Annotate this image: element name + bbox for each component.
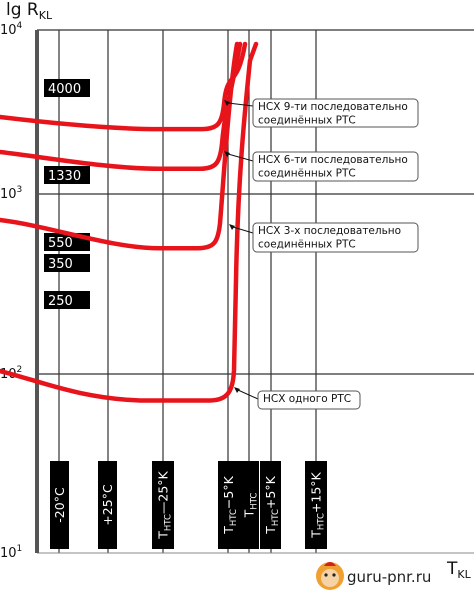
callout-text: НСХ 6-ти последовательно — [258, 154, 408, 166]
y-tick-label: $10^1$ — [0, 544, 23, 561]
series-callout — [234, 387, 360, 409]
svg-text:THTC+5°K: $T_{HTC}+5^\circ K$ — [263, 476, 281, 534]
svg-text:350: 350 — [48, 257, 73, 272]
svg-text:550: 550 — [48, 236, 73, 251]
resistance-label — [44, 254, 90, 272]
series-callouts — [224, 99, 418, 409]
y-tick-label: $10^3$ — [0, 185, 23, 202]
y-tick-label: $10^4$ — [0, 21, 23, 38]
callout-text: НСХ одного РТС — [263, 393, 352, 405]
y-axis-title: $\lg R_{KL}$ — [6, 0, 53, 22]
temperature-marker-m20 — [50, 461, 69, 549]
temperature-marker-thp15 — [305, 461, 327, 549]
series-callout — [229, 223, 418, 252]
callout-text: НСХ 9-ти последовательно — [258, 101, 408, 113]
temperature-marker-thp5 — [260, 461, 281, 549]
svg-text:THTC—25°K: $T_{HTC}—25^\circ K$ — [155, 471, 174, 539]
watermark — [316, 562, 431, 590]
temperature-markers — [50, 461, 327, 549]
svg-text:250: 250 — [48, 294, 73, 309]
svg-text:4000: 4000 — [48, 82, 82, 97]
svg-text:-20°C: -20°C — [52, 487, 67, 523]
svg-text:THTC−5°K: $T_{HTC}-5^\circ K$ — [221, 476, 239, 534]
svg-text:+25°C: +25°C — [100, 484, 115, 526]
svg-text:THTC: $T_{HTC}$ — [241, 492, 260, 518]
x-axis-title: $T_{KL}$ — [447, 559, 471, 581]
callout-text: НСХ 3-х последовательно — [258, 225, 402, 237]
callout-text: соединённых РТС — [258, 238, 356, 251]
callout-text: соединённых РТС — [258, 114, 356, 127]
y-tick-labels — [0, 21, 23, 561]
y-tick-label: $10^2$ — [0, 365, 23, 382]
temperature-marker-p25 — [98, 461, 117, 549]
temperature-marker-th — [239, 461, 260, 549]
monkey-logo-icon — [316, 562, 344, 590]
temperature-marker-thm25 — [152, 461, 174, 549]
watermark-text: guru-pnr.ru — [347, 568, 432, 586]
svg-text:1330: 1330 — [48, 169, 82, 184]
resistance-label — [44, 79, 90, 97]
callout-text: соединённых РТС — [258, 167, 356, 180]
temperature-marker-thm5 — [218, 461, 239, 549]
series-callout — [224, 151, 418, 181]
resistance-label — [44, 291, 90, 309]
resistance-label — [44, 166, 90, 184]
svg-text:THTC+15°K: $T_{HTC}+15^\circ K$ — [308, 472, 327, 538]
series-callout — [224, 99, 418, 127]
